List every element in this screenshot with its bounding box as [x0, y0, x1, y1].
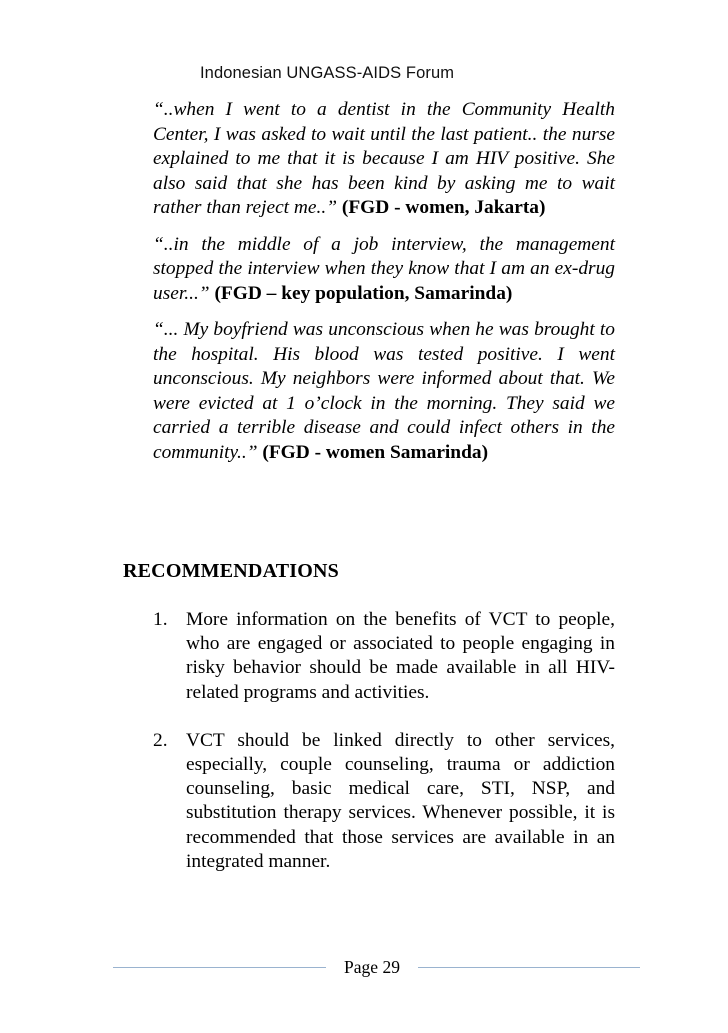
quote-text: “..in the middle of a job interview, the management stopped the interview when they know that I am an ex-drug user...”: [153, 233, 615, 304]
footer-rule-left: [113, 967, 326, 968]
recommendations-list: [153, 608, 615, 898]
recommendation-text: More information on the benefits of VCT to people, who are engaged or associated to people engaging in risky behavior should be made available in all HIV-related programs and activities.: [186, 609, 615, 703]
quote-source: (FGD – key population, Samarinda): [214, 282, 513, 304]
recommendation-item: [153, 729, 615, 874]
recommendations-heading: RECOMMENDATIONS: [123, 560, 339, 582]
recommendation-text: VCT should be linked directly to other services, especially, couple counseling, trauma or addiction counseling, basic medical care, STI, NSP, and substitution therapy services. Whenever possible, it is recommended that those services are available in an integrated manner.: [186, 729, 615, 872]
recommendation-number: 2.: [153, 729, 168, 751]
recommendation-number: 1.: [153, 609, 168, 630]
quote-block: [153, 98, 615, 221]
recommendation-item: [153, 608, 615, 705]
running-header: Indonesian UNGASS-AIDS Forum: [200, 64, 455, 82]
quote-block: [153, 318, 615, 465]
quotes-section: [153, 98, 615, 477]
quote-source: (FGD - women Samarinda): [262, 441, 489, 463]
quote-block: [153, 233, 615, 307]
page-number: Page 29: [344, 957, 400, 977]
quote-text: “..when I went to a dentist in the Community Health Center, I was asked to wait until the last patient.. the nurse explained to me that it is because I am HIV positive. She also said that she has been kind by asking me to wait rather than reject me..”: [153, 99, 615, 218]
quote-text: “... My boyfriend was unconscious when he was brought to the hospital. His blood was tested positive. I went unconscious. My neighbors were informed about that. We were evicted at 1 o’clock in the morning. They said we carried a terrible disease and could infect others in the community..”: [153, 319, 615, 463]
quote-source: (FGD - women, Jakarta): [341, 197, 546, 218]
footer-rule-right: [418, 967, 640, 968]
